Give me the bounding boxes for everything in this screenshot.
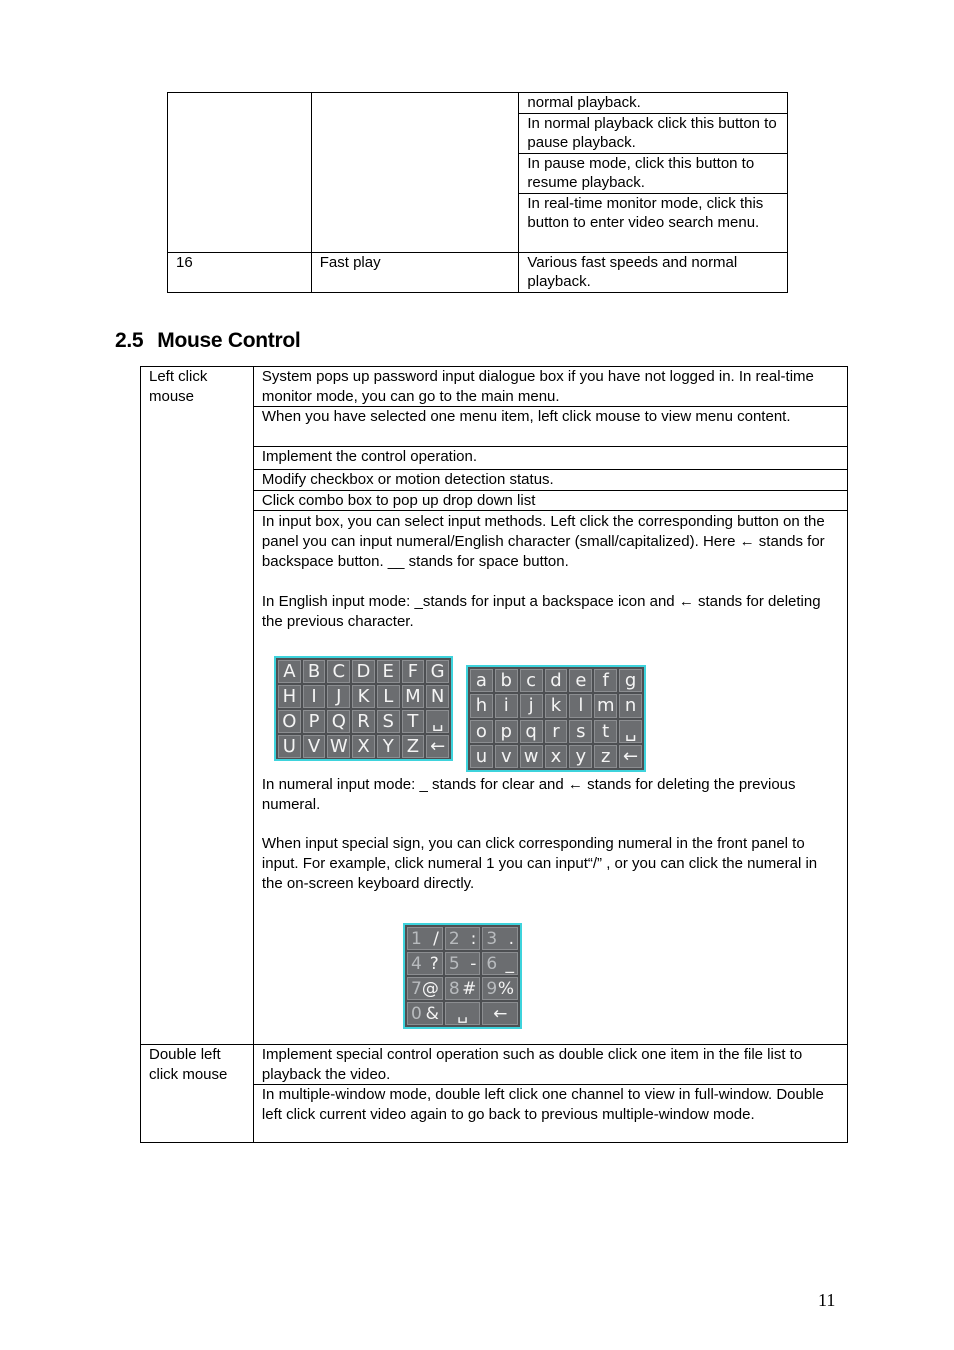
table-cell: Modify checkbox or motion detection status. [253, 470, 847, 491]
upper-key: G [426, 660, 449, 683]
left-click-label: Left click mouse [141, 367, 254, 1045]
upper-key: N [426, 685, 449, 708]
table-cell: normal playback. [519, 93, 788, 114]
numeral-key [407, 952, 443, 975]
numeral-key [407, 927, 443, 950]
numeral-key-symbol: : [470, 928, 477, 949]
numeral-key-symbol: % [497, 978, 514, 999]
numeral-key-digit: 3 [486, 928, 498, 949]
numeral-key [445, 927, 481, 950]
numeral-key [445, 1002, 481, 1025]
lower-key: g [619, 669, 642, 692]
upper-key: P [303, 710, 326, 733]
double-click-label: Double left click mouse [141, 1045, 254, 1143]
numeral-key [482, 952, 518, 975]
lower-key: ← [619, 745, 642, 768]
lower-key: u [470, 745, 493, 768]
lower-key: n [619, 694, 642, 717]
lower-key: q [520, 720, 543, 743]
lower-key: z [594, 745, 617, 768]
numeral-key-symbol: . [508, 928, 514, 949]
upper-key: ␣ [426, 710, 449, 733]
lower-key: a [470, 669, 493, 692]
numeral-key [445, 977, 481, 1000]
upper-key: O [278, 710, 301, 733]
playback-buttons-table [167, 92, 788, 293]
lower-key: p [495, 720, 518, 743]
lower-key: h [470, 694, 493, 717]
numeral-key [482, 927, 518, 950]
upper-key: J [327, 685, 350, 708]
upper-key: F [402, 660, 425, 683]
upper-key: B [303, 660, 326, 683]
upper-key: Q [327, 710, 350, 733]
table-cell: Click combo box to pop up drop down list [253, 490, 847, 511]
lower-key: x [545, 745, 568, 768]
numeral-key [482, 977, 518, 1000]
table-cell [168, 93, 312, 253]
special-sign-para: When input special sign, you can click corresponding numeral in the front panel to input. For example, click numeral 1 you can input“/” , or you can click the numeral in the on-screen keyboard directly. [261, 835, 818, 892]
numeral-key-digit: 5 [448, 953, 460, 974]
table-cell: In real-time monitor mode, click this button to enter video search menu. [519, 193, 788, 252]
lower-key: ␣ [619, 720, 642, 743]
numeral-key-digit: 2 [448, 928, 460, 949]
numeral-key-symbol: @ [421, 978, 439, 999]
upper-key: S [377, 710, 400, 733]
upper-key: Z [402, 735, 425, 758]
section-title: Mouse Control [157, 329, 301, 352]
lower-key: y [569, 745, 592, 768]
numeral-key-digit: 4 [411, 953, 422, 974]
lower-key: i [495, 694, 518, 717]
upper-key: T [402, 710, 425, 733]
numeral-key-digit: 0 [411, 1003, 422, 1024]
numeral-keyboard-image [403, 923, 522, 1029]
upper-key: Y [377, 735, 400, 758]
lower-key: k [545, 694, 568, 717]
numeral-key-symbol: & [425, 1003, 439, 1024]
upper-key: D [352, 660, 375, 683]
lower-key: w [520, 745, 543, 768]
table-cell: In pause mode, click this button to resume playback. [519, 153, 788, 193]
numeral-key-digit: 9 [486, 978, 498, 999]
table-cell: Implement the control operation. [253, 447, 847, 470]
input-box-cell [253, 511, 847, 1045]
upper-key: X [352, 735, 375, 758]
numeral-key-symbol: / [433, 928, 439, 949]
table-cell: Fast play [311, 252, 519, 292]
table-cell: 16 [168, 252, 312, 292]
numeral-input-para: In numeral input mode: _ stands for clear and ← stands for deleting the previous numeral. [261, 775, 796, 813]
upper-key: M [402, 685, 425, 708]
lower-key: e [569, 669, 592, 692]
upper-key: ← [426, 735, 449, 758]
table-cell: Various fast speeds and normal playback. [519, 252, 788, 292]
numeral-key [482, 1002, 518, 1025]
numeral-key [407, 977, 443, 1000]
numeral-key [445, 952, 481, 975]
upper-key: H [278, 685, 301, 708]
upper-key: L [377, 685, 400, 708]
upper-key: A [278, 660, 301, 683]
lower-key: t [594, 720, 617, 743]
uppercase-keyboard-image [274, 656, 453, 761]
numeral-key-symbol: - [470, 953, 477, 974]
table-cell [311, 93, 519, 253]
numeral-key-digit: 7 [411, 978, 422, 999]
numeral-key-digit: 8 [448, 978, 460, 999]
section-heading [115, 329, 300, 353]
input-box-para1: In input box, you can select input methods. Left click the corresponding button on the panel you can input numeral/English character (small/capitalized). Here ← stands for backspace button. __ stands for space button. [261, 513, 825, 570]
numeral-key-digit: 6 [486, 953, 498, 974]
english-input-para: In English input mode: _stands for input a backspace icon and ← stands for deleting the previous character. [261, 592, 821, 630]
lower-key: f [594, 669, 617, 692]
upper-key: V [303, 735, 326, 758]
upper-key: I [303, 685, 326, 708]
lower-key: r [545, 720, 568, 743]
lowercase-keyboard-image [466, 665, 646, 772]
numeral-key-digit: 1 [411, 928, 422, 949]
lower-key: o [470, 720, 493, 743]
page-number: 11 [818, 1290, 836, 1310]
lower-key: d [545, 669, 568, 692]
table-cell: Implement special control operation such as double click one item in the file list to playback the video. [253, 1045, 847, 1085]
upper-key: R [352, 710, 375, 733]
lower-key: s [569, 720, 592, 743]
table-cell: System pops up password input dialogue box if you have not logged in. In real-time monitor mode, you can go to the main menu. [253, 367, 847, 407]
numeral-key [407, 1002, 443, 1025]
table-cell: When you have selected one menu item, left click mouse to view menu content. [253, 407, 847, 447]
numeral-key-symbol: ← [493, 1003, 508, 1024]
upper-key: K [352, 685, 375, 708]
numeral-key-symbol: ␣ [457, 1003, 469, 1024]
upper-key: U [278, 735, 301, 758]
section-number: 2.5 [115, 329, 144, 352]
lower-key: c [520, 669, 543, 692]
upper-key: C [327, 660, 350, 683]
upper-key: E [377, 660, 400, 683]
table-cell: In normal playback click this button to pause playback. [519, 113, 788, 153]
upper-key: W [327, 735, 350, 758]
numeral-key-symbol: _ [505, 953, 514, 974]
lower-key: b [495, 669, 518, 692]
numeral-key-symbol: ? [429, 953, 439, 974]
lower-key: v [495, 745, 518, 768]
numeral-key-symbol: # [462, 978, 477, 999]
lower-key: j [520, 694, 543, 717]
lower-key: m [594, 694, 617, 717]
lower-key: l [569, 694, 592, 717]
table-cell: In multiple-window mode, double left click one channel to view in full-window. Double left click current video again to go back to previous multiple-window mode. [253, 1085, 847, 1143]
